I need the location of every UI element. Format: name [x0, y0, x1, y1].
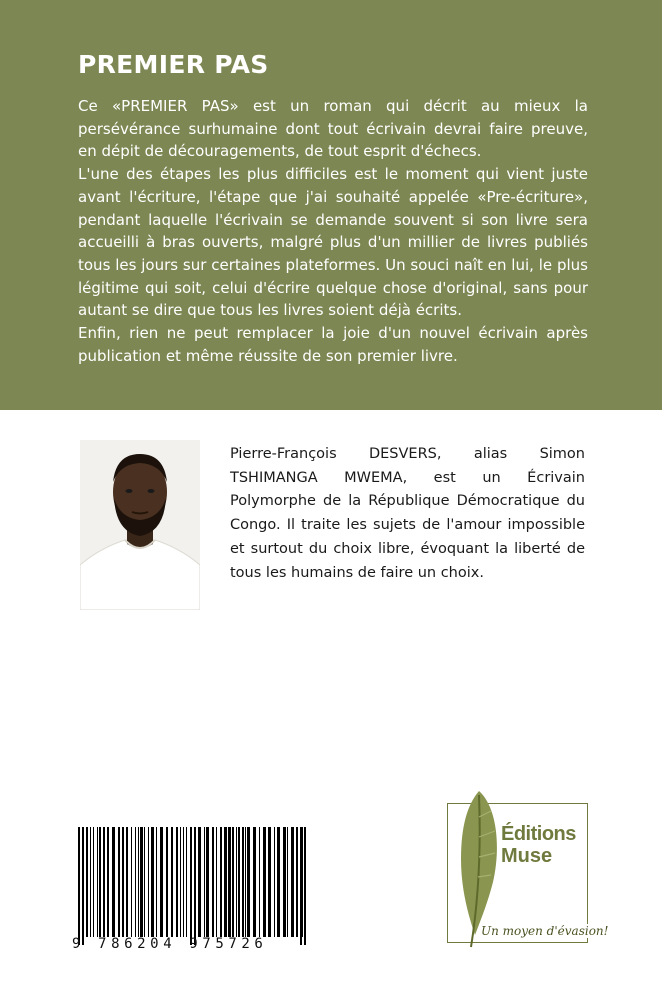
barcode-number: 9 786204 975726	[72, 936, 268, 952]
synopsis-paragraph-2: L'une des étapes les plus difficiles est le moment qui vient juste avant l'écriture, l'étape que j'ai souhaité appelée «Pre-écriture», pendant laquelle l'écrivain se demande souvent si son livre sera accueilli à bras ouverts, malgré plus d'un millier de livres publiés tous les jours sur certaines plateformes. Un souci naît en lui, le plus légitime qui soit, celui d'écrire quelque chose d'original, sans pour autant se dire que tous les livres soient déjà écrits.	[78, 165, 588, 320]
publisher-tagline: Un moyen d'évasion!	[481, 924, 609, 938]
synopsis	[78, 95, 588, 367]
synopsis-paragraph-3: Enfin, rien ne peut remplacer la joie d'un nouvel écrivain après publication et même réussite de son premier livre.	[78, 324, 588, 365]
author-portrait-icon	[80, 440, 200, 610]
publisher-logo	[447, 787, 609, 955]
author-bio: Pierre-François DESVERS, alias Simon TSHIMANGA MWEMA, est un Écrivain Polymorphe de la République Démocratique du Congo. Il traite les sujets de l'amour impossible et surtout du choix libre, évoquant la liberté de tous les humains de faire un choix.	[230, 446, 585, 581]
synopsis-band	[0, 0, 662, 410]
author-photo	[80, 440, 200, 610]
synopsis-paragraph-1: Ce «PREMIER PAS» est un roman qui décrit au mieux la persévérance surhumaine dont tout écrivain devrai faire preuve, en dépit de découragements, de tout esprit d'échecs.	[78, 97, 588, 161]
book-title: PREMIER PAS	[78, 50, 269, 79]
publisher-name-line2: Muse	[501, 845, 553, 867]
publisher-name-line1: Éditions	[501, 823, 576, 845]
